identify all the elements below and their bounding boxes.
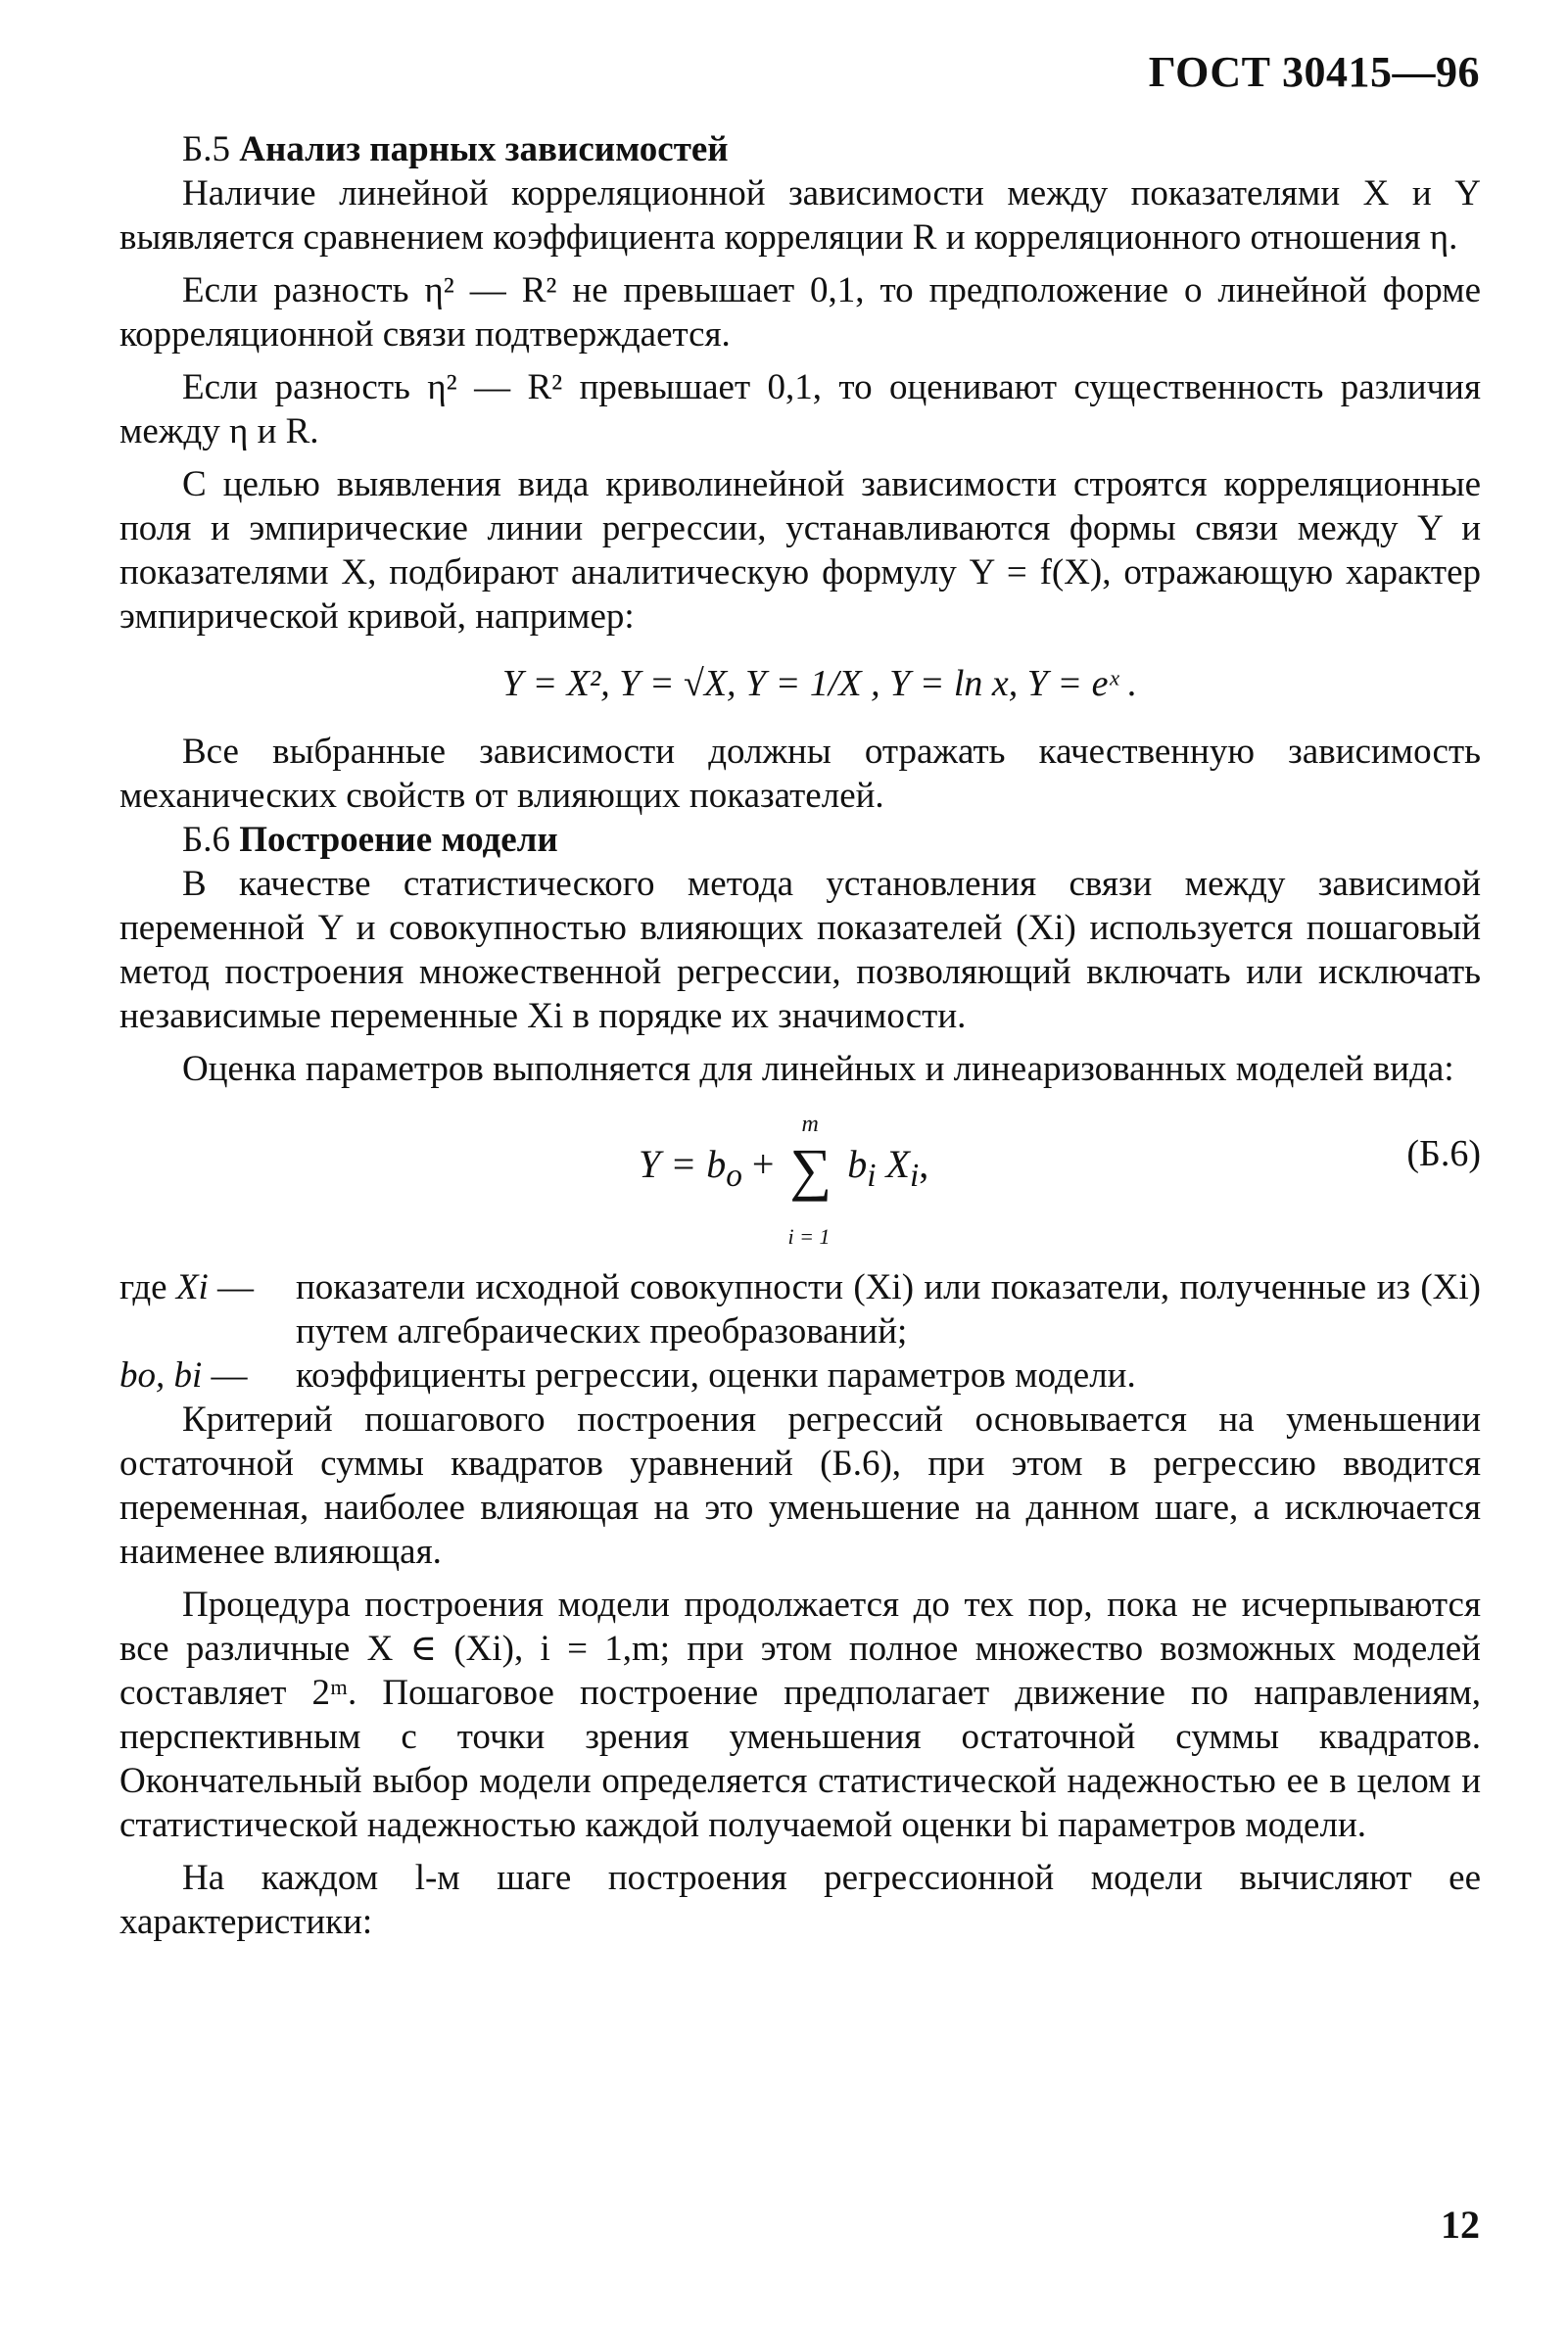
equation-number: (Б.6)	[1406, 1133, 1481, 1174]
where-term: bo, bi	[119, 1355, 203, 1396]
where-word: где	[119, 1267, 167, 1307]
paragraph: Критерий пошагового построения регрессий основывается на уменьшении остаточной суммы квадратов уравнений (Б.6), при этом в регрессию вводится переменная, наиболее влияющая на это уменьшение на данном шаге, а исключается наименее влияющая.	[119, 1400, 1481, 1572]
equation-subscript: i	[867, 1158, 877, 1194]
where-row	[119, 1265, 1481, 1353]
where-dash: —	[216, 1267, 254, 1307]
document-id: ГОСТ 30415—96	[1148, 48, 1480, 96]
sum-symbol: ∑	[789, 1137, 832, 1202]
equation-comma: ,	[919, 1142, 929, 1186]
section-b5-heading	[119, 127, 1481, 171]
equation-coefficient: b	[847, 1142, 868, 1186]
paragraph: Наличие линейной корреляционной зависимости между показателями X и Y выявляется сравнением коэффициента корреляции R и корреляционного отношения η.	[119, 173, 1481, 258]
where-term-cell	[119, 1353, 296, 1398]
where-clause	[119, 1265, 1481, 1398]
equation-plus: +	[751, 1142, 775, 1186]
where-description: коэффициенты регрессии, оценки параметров модели.	[296, 1355, 1136, 1396]
formula-examples: Y = X², Y = √X, Y = 1/X , Y = ln x, Y = eˣ .	[501, 663, 1138, 704]
equation-lhs: Y = b	[639, 1142, 727, 1186]
paragraph: Оценка параметров выполняется для линейных и линеаризованных моделей вида:	[182, 1049, 1454, 1089]
section-number: Б.5	[182, 129, 230, 169]
section-number: Б.6	[182, 820, 230, 860]
section-b6-heading	[119, 818, 1481, 862]
paragraph: В качестве статистического метода установления связи между зависимой переменной Y и совокупностью влияющих показателей (Xi) используется пошаговый метод построения множественной регрессии, позволяющий включать или исключать независимые переменные Xi в порядке их значимости.	[119, 864, 1481, 1036]
paragraph: Если разность η² — R² превышает 0,1, то оценивают существенность различия между η и R.	[119, 367, 1481, 451]
where-term-cell	[119, 1265, 296, 1353]
paragraph: На каждом l-м шаге построения регрессионной модели вычисляют ее характеристики:	[119, 1858, 1481, 1942]
paragraph: Все выбранные зависимости должны отражать качественную зависимость механических свойств от влияющих показателей.	[119, 732, 1481, 816]
paragraph: С целью выявления вида криволинейной зависимости строятся корреляционные поля и эмпирические линии регрессии, устанавливаются формы связи между Y и показателями X, подбирают аналитическую формулу Y = f(X), отражающую характер эмпирической кривой, например:	[119, 464, 1481, 637]
section-title: Построение модели	[239, 820, 558, 860]
sum-upper-limit: m	[801, 1112, 819, 1137]
where-row	[119, 1353, 1481, 1398]
where-description: показатели исходной совокупности (Xi) или показатели, полученные из (Xi) путем алгебраических преобразований;	[296, 1267, 1481, 1352]
page-number: 12	[1441, 2203, 1480, 2247]
paragraph: Процедура построения модели продолжается до тех пор, пока не исчерпываются все различные X ∈ (Xi), i = 1,m; при этом полное множество возможных моделей составляет 2ᵐ. Пошаговое построение предполагает движение по направлениям, перспективным с точки зрения уменьшения остаточной суммы квадратов. Окончательный выбор модели определяется статистической надежностью ее в целом и статистической надежностью каждой получаемой оценки bi параметров модели.	[119, 1585, 1481, 1845]
equation-b6	[119, 1103, 1481, 1259]
page-body	[119, 127, 1481, 1944]
where-term: Xi	[175, 1267, 209, 1307]
equation-subscript: i	[909, 1158, 920, 1194]
equation-body	[639, 1112, 929, 1249]
where-dash: —	[211, 1355, 248, 1396]
section-title: Анализ парных зависимостей	[239, 129, 729, 169]
equation-variable: X	[885, 1142, 910, 1186]
sum-lower-limit: i = 1	[787, 1224, 831, 1249]
paragraph: Если разность η² — R² не превышает 0,1, то предположение о линейной форме корреляционной связи подтверждается.	[119, 270, 1481, 355]
equation-subscript: o	[726, 1158, 742, 1194]
